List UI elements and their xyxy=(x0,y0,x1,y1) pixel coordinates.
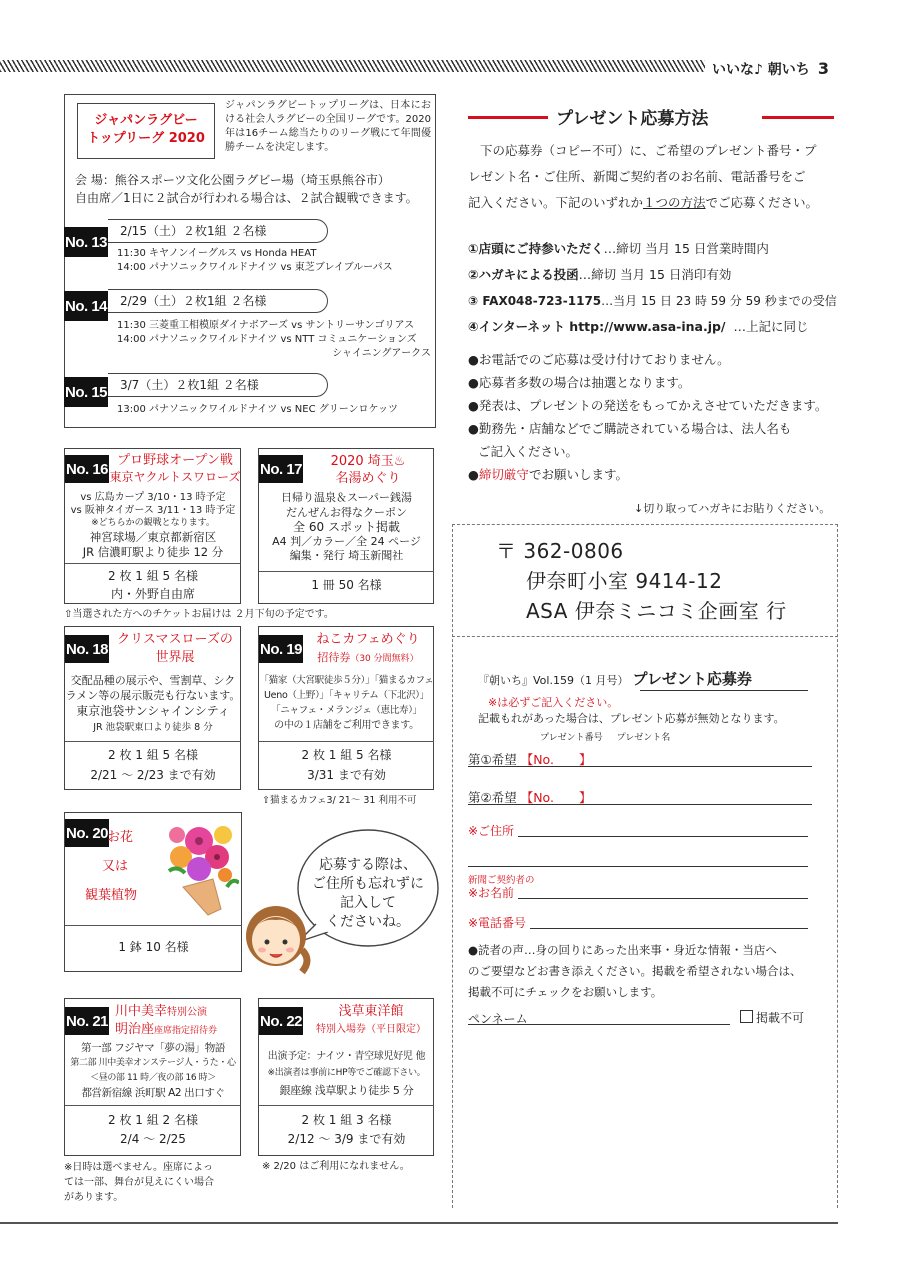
cut-line-mid xyxy=(452,636,838,637)
pen-name-field[interactable] xyxy=(468,1024,730,1025)
n22-prize: 2 枚 1 組 3 名様 2/12 ～ 3/9 まで有効 xyxy=(287,1113,406,1146)
n21-note: ※日時は選べません。座席によっ ては一部、舞台が見えにくい場合 があります。 xyxy=(64,1162,214,1203)
n21-number: No. 21 xyxy=(65,1007,109,1035)
method-2: ②ハガキによる投函…締切 当月 15 日消印有効 xyxy=(468,267,732,282)
n20-box xyxy=(64,812,242,972)
n21-details: 第一部 フジヤマ「夢の湯」物語 第二部 川中美幸オンステージ人・うた・心 ＜昼の部 11 時／夜の部 16 時＞ 都営新宿線 浜町駅 A2 出口すぐ xyxy=(70,1042,236,1099)
n18-box xyxy=(64,626,241,790)
n15-number: No. 15 xyxy=(64,377,108,407)
method-list xyxy=(468,236,848,340)
mail-address xyxy=(496,536,787,626)
method-title: プレゼント応募方法 xyxy=(556,109,709,129)
header-title: いいな♪ 朝いち 3 xyxy=(712,59,829,78)
wish1-field[interactable] xyxy=(468,766,812,767)
pen-name-label: ペンネーム xyxy=(468,1012,528,1026)
ticket-note: ⇧当選された方へのチケットお届けは ２月下旬の予定です。 xyxy=(64,609,334,620)
n19-note: ⇧猫まるカフェ3/ 21～ 31 利用不可 xyxy=(262,795,417,806)
rugby-venue: 会 場：熊谷スポーツ文化公園ラグビー場（埼玉県熊谷市） 自由席／1日に２試合が行われる場合は、２試合観戦できます。 xyxy=(75,173,418,205)
n18-details: 交配品種の展示や、雪割草、シク ラメン等の展示販売も行ないます。 東京池袋サンシャインシティ JR 池袋駅東口より徒歩 8 分 xyxy=(65,674,241,733)
n13-head: 2/15（土）２枚1組 ２名様 xyxy=(108,219,328,243)
form-warning: 記載もれがあった場合は、プレゼント応募が無効となります。 xyxy=(478,712,785,725)
n16-prize: 2 枚 1 組 5 名様 内・外野自由席 xyxy=(108,569,198,601)
address-line1: 伊奈町小室 9414-12 xyxy=(526,569,723,593)
form-required-note: ※は必ずご記入ください。 xyxy=(488,696,619,709)
n22-number: No. 22 xyxy=(259,1007,303,1035)
cut-line-right xyxy=(837,524,838,1208)
n19-prize: 2 枚 1 組 5 名様 3/31 まで有効 xyxy=(301,748,392,782)
n17-number: No. 17 xyxy=(259,455,303,483)
method-intro: 下の応募券（コピー不可）に、ご希望のプレゼント番号・プ レゼント名・ご住所、新聞ご契約者のお名前、電話番号をご 記入ください。下記のいずれか１つの方法でご応募ください。 xyxy=(468,143,819,210)
wish2-field[interactable] xyxy=(468,804,812,805)
rugby-box xyxy=(64,94,436,428)
method-3: ③ FAX048-723-1175…当月 15 日 23 時 59 分 59 秒までの受信 xyxy=(468,294,837,308)
n20-prize: 1 鉢 10 名様 xyxy=(118,940,189,954)
address-field[interactable] xyxy=(518,836,808,837)
n13-number: No. 13 xyxy=(64,227,108,257)
tel-label: ※電話番号 xyxy=(468,916,527,930)
method-rule-right xyxy=(762,116,834,119)
n13-lines: 11:30 キヤノンイーグルス vs Honda HEAT 14:00 パナソニックワイルドナイツ vs 東芝ブレイブルーパス xyxy=(117,248,393,273)
n17-title: 2020 埼玉♨ 名湯めぐり xyxy=(330,454,406,486)
n15-lines: 13:00 パナソニックワイルドナイツ vs NEC グリーンロケッツ xyxy=(117,404,399,415)
rugby-desc: ジャパンラグビートップリーグは、日本における社会人ラグビーの全国リーグです。2020 年は16チーム総当たりのリーグ戦にて年間優勝チームを決定します。 xyxy=(225,100,431,153)
method-4: ④インターネット http://www.asa-ina.jp/ …上記に同じ xyxy=(468,319,809,334)
address-field-2[interactable] xyxy=(468,866,808,867)
n18-prize: 2 枚 1 組 5 名様 2/21 ～ 2/23 まで有効 xyxy=(90,748,216,782)
method-rule-left xyxy=(468,116,548,119)
wish1-label: 第①希望 【No. 】 xyxy=(468,752,592,767)
n21-prize: 2 枚 1 組 2 名様 2/4 ～ 2/25 xyxy=(108,1113,198,1146)
n20-number: No. 20 xyxy=(65,819,109,847)
n22-box xyxy=(258,998,434,1156)
rugby-title-l2: トップリーグ 2020 xyxy=(87,131,205,146)
n21-title: 川中美幸特別公演 明治座座席指定招待券 xyxy=(115,1004,218,1037)
n17-box xyxy=(258,448,434,604)
cut-note: ↓切り取ってハガキにお貼りください。 xyxy=(634,502,831,515)
address-label: ※ご住所 xyxy=(468,824,515,838)
n17-details: 日帰り温泉＆スーパー銭湯 だんぜんお得なクーポン 全 60 スポット掲載 A4 判／カラー／全 24 ページ 編集・発行 埼玉新聞社 xyxy=(272,491,421,562)
n16-box xyxy=(64,448,241,604)
address-line2: ASA 伊奈ミニコミ企画室 行 xyxy=(526,599,787,623)
header-hatch xyxy=(0,60,705,72)
n16-number: No. 16 xyxy=(65,455,109,483)
reader-voice-note: ●読者の声…身の回りにあった出来事・身近な情報・当店へ のご要望などお書き添えください。掲載を希望されない場合は、 掲載不可にチェックをお願いします。 xyxy=(468,943,802,999)
wish2-label: 第②希望 【No. 】 xyxy=(468,790,592,805)
rugby-title-l1: ジャパンラグビー xyxy=(94,113,198,128)
n19-box xyxy=(258,626,434,790)
n15-head: 3/7（土）２枚1組 ２名様 xyxy=(108,373,328,397)
n19-details: 「猫家（大宮駅徒歩５分）」「猫まるカフェ Ueno（上野）」「キャリテム（下北沢）」 「ニャフェ・メランジェ（恵比寿）」 の中の１店舗をご利用できます。 xyxy=(259,675,434,731)
n17-prize: 1 冊 50 名様 xyxy=(311,578,382,592)
n14-head: 2/29（土）２枚1組 ２名様 xyxy=(108,289,328,313)
tel-field[interactable] xyxy=(530,928,808,929)
cut-line-left xyxy=(452,524,453,1208)
n14-lines: 11:30 三菱重工相模原ダイナボアーズ vs サントリーサンゴリアス 14:00 パナソニックワイルドナイツ vs NTT コミュニケーションズ シャイニングアークス xyxy=(117,320,431,359)
n18-title: クリスマスローズの 世界展 xyxy=(117,632,233,665)
n20-title: お花 又は 観葉植物 xyxy=(85,830,138,903)
method-1: ①店頭にご持参いただく…締切 当月 15 日営業時間内 xyxy=(468,241,769,256)
page-number: 3 xyxy=(817,59,829,78)
form-title-underline xyxy=(640,690,808,691)
n19-number: No. 19 xyxy=(259,635,303,663)
form-header: 『朝いち』Vol.159（1 月号） プレゼント応募券 xyxy=(478,670,752,688)
n16-details: vs 広島カープ 3/10・13 時予定 vs 阪神タイガース 3/11・13 時予定 ※どちらかの観戦となります。 神宮球場／東京都新宿区 JR 信濃町駅より徒歩 12 分 xyxy=(70,492,236,559)
cut-line-top xyxy=(452,524,838,525)
bubble-text: 応募する際は、 ご住所も忘れずに 記入して くださいね。 xyxy=(312,857,424,930)
n16-title: プロ野球オープン戦 東京ヤクルトスワローズ xyxy=(109,453,241,484)
n22-details: 出演予定：ナイツ・青空球児好児 他 ※出演者は事前にHP等でご確認下さい。 銀座線 浅草駅より徒歩 5 分 xyxy=(267,1051,426,1097)
girl-avatar-icon xyxy=(240,890,312,976)
form-column-labels: プレゼント番号 プレゼント名 xyxy=(540,733,671,743)
n22-title: 浅草東洋館 特別入場券（平日限定） xyxy=(316,1004,426,1035)
n14-number: No. 14 xyxy=(64,291,108,321)
n18-number: No. 18 xyxy=(65,635,109,663)
no-publish-label: 掲載不可 xyxy=(756,1011,805,1025)
n22-note: ※ 2/20 はご利用になれません。 xyxy=(262,1161,410,1172)
name-field[interactable] xyxy=(518,898,808,899)
contract-label: 新聞ご契約者の xyxy=(468,875,535,886)
method-bullets: ●お電話でのご応募は受け付けておりません。 ●応募者多数の場合は抽選となります。 ●発表は、プレゼントの発送をもってかえさせていただきます。 ●勤務先・店舗などでご購読されている場合は、法人名も ご記入ください。 ●締切厳守でお願いします。 xyxy=(468,352,828,482)
flower-bouquet-icon xyxy=(163,817,239,917)
zip-code: 〒 362-0806 xyxy=(496,539,624,563)
n21-box xyxy=(64,998,241,1156)
name-label: ※お名前 xyxy=(468,886,515,900)
no-publish-checkbox[interactable] xyxy=(740,1010,753,1023)
rugby-title-box xyxy=(77,103,215,159)
footer-rule xyxy=(0,1222,838,1224)
n19-title: ねこカフェめぐり 招待券（30 分間無料） xyxy=(316,632,420,664)
